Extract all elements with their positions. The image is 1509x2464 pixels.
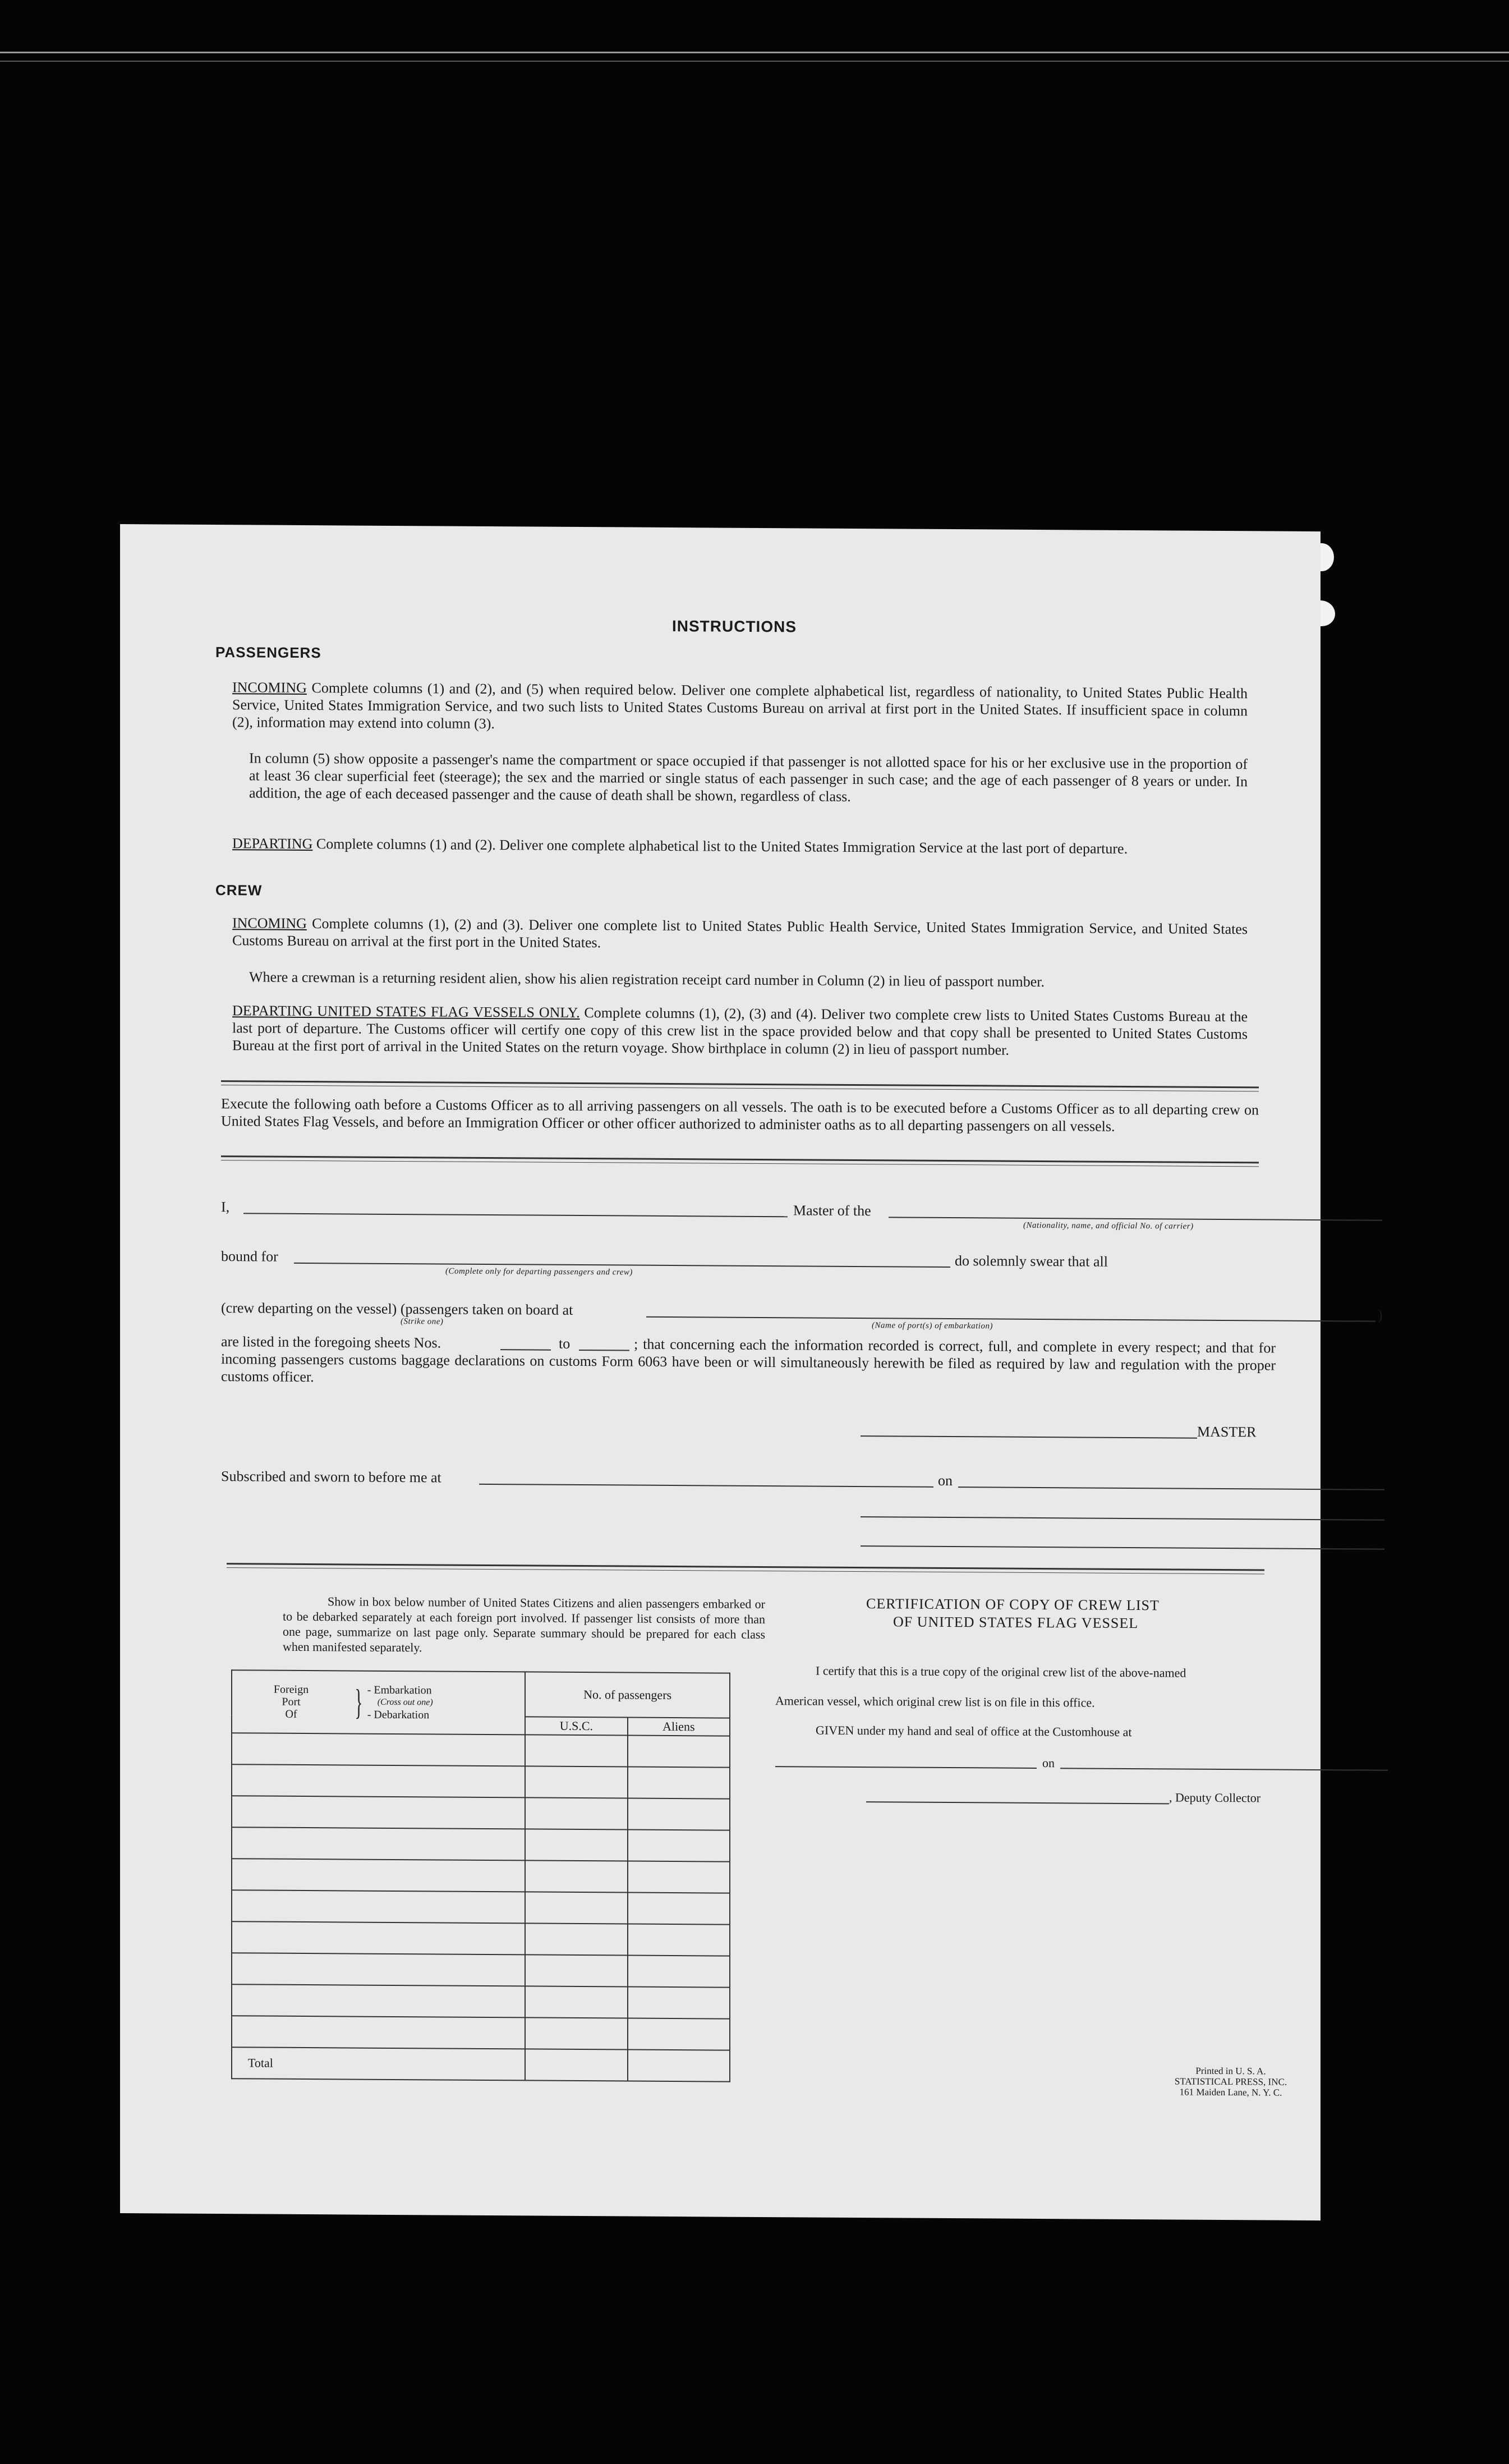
port-cell[interactable]	[232, 1953, 525, 1986]
port-label: Port	[282, 1695, 301, 1708]
departing-us-label: DEPARTING UNITED STATES FLAG VESSELS ONLY.	[232, 1002, 580, 1021]
carrier-field[interactable]	[889, 1203, 1382, 1220]
aliens-cell[interactable]	[628, 1924, 730, 1956]
departing-text: Complete columns (1) and (2). Deliver one complete alphabetical list to the United States Immigration Service at the last port of departure.	[316, 836, 1128, 857]
subscribed-place-field[interactable]	[479, 1470, 933, 1488]
printer-line3: 161 Maiden Lane, N. Y. C.	[1179, 2086, 1282, 2098]
certify-line1: I certify that this is a true copy of the original crew list of the above-named	[816, 1663, 1186, 1680]
divider-rule	[221, 1080, 1259, 1088]
summary-instructions: Show in box below number of United States Citizens and alien passengers embarked or to be debarked separately at each foreign port involved. If passenger list consists of more than one page, summarize on last page only. Separate summary should be prepared for each class when manifested separately.	[283, 1594, 765, 1655]
port-cell[interactable]	[232, 1921, 525, 1954]
instructions-title: INSTRUCTIONS	[672, 617, 797, 636]
officer-title-field[interactable]	[861, 1540, 1384, 1550]
foreign-label: Foreign	[273, 1683, 309, 1696]
master-signature-field[interactable]	[861, 1422, 1197, 1439]
cross-out-caption: (Cross out one)	[377, 1697, 433, 1708]
column5-paragraph: In column (5) show opposite a passenger's name the compartment or space occupied if that passenger is not allotted space for his or her exclusive use in the proportion of at least 36 clear superficial feet (steerage); the sex and the married or single status of each passenger in such case; and the age of each passenger of 8 years or under. In addition, the age of each deceased passenger and the cause of death shall be shown, regardless of class.	[249, 750, 1248, 805]
close-paren: )	[1378, 1306, 1383, 1323]
master-of-label: Master of the	[793, 1202, 871, 1219]
port-cell[interactable]	[232, 1984, 525, 2017]
usc-cell[interactable]	[525, 1923, 627, 1955]
crew-departing-label: (crew departing on the vessel) (passengers taken on board at	[221, 1300, 573, 1318]
incoming-text: Complete columns (1) and (2), and (5) when required below. Deliver one complete alphabetical list, regardless of nationality, to United States Public Health Service, United States Immigration Service, and two such lists to United States Customs Bureau on arrival at first port in the United States. If insufficient space in column (2), information may extend into column (3).	[232, 680, 1248, 732]
listed-to-label: to	[559, 1335, 571, 1352]
aliens-cell[interactable]	[628, 1767, 730, 1799]
port-cell[interactable]	[232, 1796, 525, 1829]
debarkation-option[interactable]: - Debarkation	[367, 1708, 430, 1722]
bound-for-caption: (Complete only for departing passengers and crew)	[445, 1267, 633, 1277]
usc-cell[interactable]	[525, 2017, 627, 2049]
listed-label: are listed in the foregoing sheets Nos.	[221, 1333, 441, 1351]
bound-for-label: bound for	[221, 1248, 278, 1265]
customhouse-field[interactable]	[775, 1754, 1037, 1769]
deputy-signature-field[interactable]	[866, 1789, 1169, 1804]
certification-title-line2: OF UNITED STATES FLAG VESSEL	[893, 1613, 1139, 1632]
form-sheet	[120, 524, 1383, 2220]
total-label: Total	[232, 2047, 525, 2080]
certify-line2: American vessel, which original crew list is on file in this office.	[775, 1694, 1095, 1710]
passengers-heading: PASSENGERS	[215, 644, 321, 662]
port-header-cell	[232, 1670, 525, 1735]
certification-title-line1: CERTIFICATION OF COPY OF CREW LIST	[866, 1595, 1160, 1614]
divider-rule	[227, 1563, 1264, 1571]
port-cell[interactable]	[232, 1890, 525, 1923]
aliens-cell[interactable]	[628, 1893, 730, 1925]
certification-date-field[interactable]	[1060, 1755, 1388, 1771]
passenger-summary-table	[231, 1669, 730, 2082]
crewman-paragraph: Where a crewman is a returning resident alien, show his alien registration receipt card number in Column (2) in lieu of passport number.	[249, 969, 1045, 990]
total-aliens-cell[interactable]	[628, 2050, 730, 2082]
film-edge-line	[0, 61, 1509, 62]
embarkation-port-field[interactable]	[646, 1303, 1375, 1322]
embarkation-option[interactable]: - Embarkation	[367, 1683, 432, 1697]
oath-intro-paragraph: Execute the following oath before a Customs Officer as to all arriving passengers on all vessels. The oath is to be executed before a Customs Officer as to all departing crew on United States Flag Vessels, and before an Immigration Officer or other officer authorized to administer oaths as to all departing passengers on all vessels.	[221, 1095, 1259, 1135]
aliens-cell[interactable]	[628, 1830, 730, 1862]
crew-incoming-label: INCOMING	[232, 915, 307, 932]
officer-signature-field[interactable]	[861, 1511, 1384, 1521]
departing-us-paragraph	[232, 1002, 1248, 1060]
usc-header: U.S.C.	[525, 1717, 627, 1735]
master-name-field[interactable]	[243, 1199, 788, 1217]
printer-line2: STATISTICAL PRESS, INC.	[1174, 2076, 1287, 2087]
passengers-incoming-paragraph	[232, 678, 1248, 737]
subscribed-on-label: on	[938, 1472, 953, 1489]
port-cell[interactable]	[232, 1859, 525, 1892]
bound-for-field[interactable]	[294, 1249, 950, 1268]
port-cell[interactable]	[232, 1827, 525, 1860]
port-caption: (Name of port(s) of embarkation)	[872, 1321, 993, 1331]
printer-imprint	[1074, 2064, 1388, 2098]
aliens-cell[interactable]	[628, 1798, 730, 1830]
film-edge-line	[0, 52, 1509, 53]
port-cell[interactable]	[232, 1764, 525, 1797]
aliens-header: Aliens	[628, 1718, 730, 1736]
crew-incoming-paragraph	[232, 914, 1248, 955]
no-of-passengers-header: No. of passengers	[525, 1672, 730, 1718]
subscribed-label: Subscribed and sworn to before me at	[221, 1468, 441, 1486]
port-cell[interactable]	[232, 1733, 525, 1766]
port-cell[interactable]	[232, 2016, 525, 2049]
crew-incoming-text: Complete columns (1), (2) and (3). Deliver one complete list to United States Public Health Service, United States Immigration Service, and United States Customs Bureau on arrival at the first port in the United States.	[232, 915, 1248, 951]
departing-label: DEPARTING	[232, 835, 313, 852]
oath-i-label: I,	[221, 1199, 230, 1215]
aliens-cell[interactable]	[628, 1987, 730, 2019]
aliens-cell[interactable]	[628, 1861, 730, 1893]
master-signature-label: MASTER	[1197, 1423, 1257, 1440]
passengers-departing-paragraph	[232, 834, 1248, 858]
total-usc-cell[interactable]	[525, 2049, 627, 2081]
subscribed-date-field[interactable]	[958, 1473, 1384, 1490]
aliens-cell[interactable]	[628, 1736, 730, 1768]
aliens-cell[interactable]	[628, 1956, 730, 1988]
usc-cell[interactable]	[525, 1860, 627, 1892]
usc-cell[interactable]	[525, 1735, 627, 1766]
of-label: Of	[285, 1708, 297, 1720]
certification-on-label: on	[1042, 1756, 1055, 1770]
given-line: GIVEN under my hand and seal of office at the Customhouse at	[816, 1723, 1132, 1740]
divider-rule	[221, 1155, 1259, 1163]
carrier-caption: (Nationality, name, and official No. of carrier)	[1023, 1220, 1194, 1231]
incoming-label: INCOMING	[232, 679, 307, 696]
brace-glyph: }	[355, 1682, 363, 1722]
usc-cell[interactable]	[525, 1986, 627, 2018]
listed-text: ; that concerning each the information recorded is correct, full, and complete in every respect; and that for incoming passengers customs baggage declarations on customs Form 6063 have been or will simultaneously herewith be filed as required by law and regulation with the proper customs officer.	[221, 1336, 1276, 1385]
printer-line1: Printed in U. S. A.	[1195, 2065, 1266, 2077]
deputy-collector-label: , Deputy Collector	[1169, 1790, 1261, 1805]
usc-cell[interactable]	[525, 1766, 627, 1798]
usc-cell[interactable]	[525, 1892, 627, 1924]
aliens-cell[interactable]	[628, 2018, 730, 2050]
crew-heading: CREW	[215, 882, 263, 899]
departing-us-text: Complete columns (1), (2), (3) and (4). Deliver two complete crew lists to United States Customs Bureau at the last port of departure. The Customs officer will certify one copy of this crew list in the space provided below and that copy shall be presented to United States Customs Bureau at the first port of arrival in the United States on the return voyage. Show birthplace in column (2) in lieu of passport number.	[232, 1004, 1248, 1058]
usc-cell[interactable]	[525, 1829, 627, 1861]
swear-label: do solemnly swear that all	[955, 1252, 1108, 1270]
usc-cell[interactable]	[525, 1954, 627, 1986]
usc-cell[interactable]	[525, 1797, 627, 1829]
strike-one-caption: (Strike one)	[401, 1317, 444, 1327]
